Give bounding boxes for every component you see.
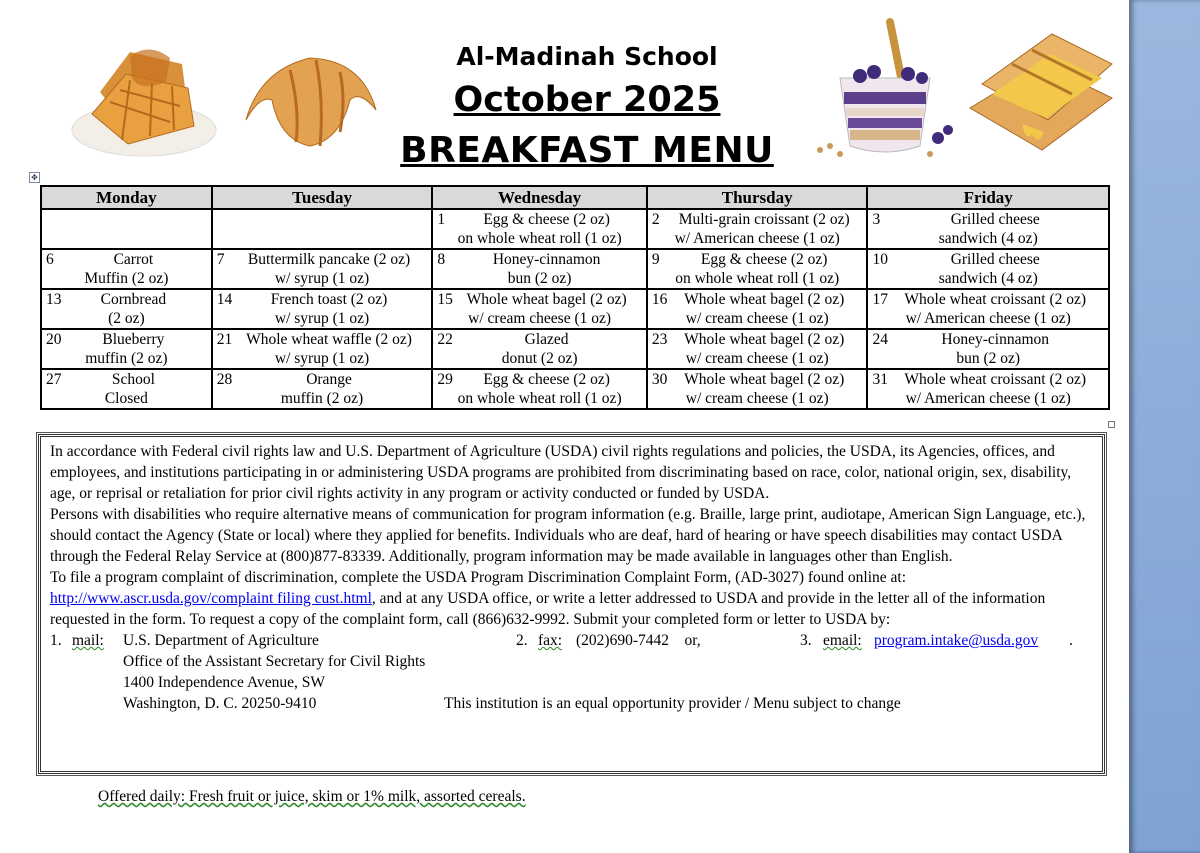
menu-item: Egg & cheese (2 oz) <box>483 211 610 228</box>
menu-item-detail: bun (2 oz) <box>956 350 1021 367</box>
menu-item: Blueberry <box>102 331 165 348</box>
day-cell <box>867 209 1109 249</box>
day-cell <box>41 289 212 329</box>
menu-item: School <box>111 371 155 388</box>
menu-item-detail: on whole wheat roll (1 oz) <box>457 230 622 247</box>
day-header: Monday <box>41 186 212 209</box>
day-cell <box>647 249 868 289</box>
email-number-index: 3. <box>800 632 812 649</box>
menu-item: Whole wheat bagel (2 oz) <box>684 371 845 388</box>
day-number: 17 <box>872 291 888 308</box>
week-row <box>41 209 1109 249</box>
menu-item: Whole wheat bagel (2 oz) <box>466 291 627 308</box>
menu-item-detail: sandwich (4 oz) <box>938 230 1038 247</box>
email-link[interactable]: program.intake@usda.gov <box>874 632 1039 649</box>
day-number: 10 <box>872 251 888 268</box>
day-number: 7 <box>216 251 225 268</box>
day-number: 28 <box>216 371 233 388</box>
day-number: 24 <box>872 331 888 348</box>
header-row <box>41 186 1109 209</box>
day-number: 29 <box>437 371 453 388</box>
period: . <box>1069 632 1073 649</box>
window-background <box>1129 0 1200 853</box>
day-cell <box>432 369 647 409</box>
menu-item-detail: w/ cream cheese (1 oz) <box>685 310 829 327</box>
day-cell <box>867 289 1109 329</box>
day-cell <box>432 249 647 289</box>
day-cell <box>212 209 433 249</box>
day-cell <box>212 329 433 369</box>
week-row <box>41 369 1109 409</box>
day-number: 22 <box>437 331 453 348</box>
complaint-text-end: , and at any USDA office, or write a letter addressed to USDA and provide in the letter all of the information requested in the form. To request a copy of the complaint form, call (866)632-9992. Submit your completed form or letter to USDA by: <box>50 590 1046 628</box>
menu-month: October 2025 <box>453 80 721 120</box>
nondiscrimination-notice <box>38 434 1105 774</box>
menu-item: French toast (2 oz) <box>270 291 388 308</box>
week-row <box>41 249 1109 289</box>
menu-title: BREAKFAST MENU <box>400 130 774 171</box>
menu-item-detail: w/ cream cheese (1 oz) <box>685 390 829 407</box>
menu-item: Honey-cinnamon <box>492 251 601 268</box>
day-number: 21 <box>216 331 233 348</box>
menu-item-detail: w/ cream cheese (1 oz) <box>468 310 612 327</box>
menu-item-detail: Muffin (2 oz) <box>84 270 169 287</box>
notice-paragraph: In accordance with Federal civil rights law and U.S. Department of Agriculture (USDA) civil rights regulations and policies, the USDA, its Agencies, offices, and employees, and institutions participating in or administering USDA programs are prohibited from discriminating based on race, color, national origin, sex, disability, age, or reprisal or retaliation for prior civil rights activity in any program or activity conducted or funded by USDA. <box>50 443 1072 502</box>
day-cell <box>212 289 433 329</box>
day-cell <box>432 329 647 369</box>
day-cell <box>647 289 868 329</box>
menu-item: Whole wheat bagel (2 oz) <box>684 331 845 348</box>
day-cell <box>647 209 868 249</box>
day-number: 8 <box>437 251 446 268</box>
day-number: 3 <box>872 211 881 228</box>
day-number: 1 <box>437 211 446 228</box>
menu-item-detail: w/ cream cheese (1 oz) <box>685 350 829 367</box>
school-name: Al-Madinah School <box>456 42 718 71</box>
day-cell <box>41 329 212 369</box>
menu-item: Whole wheat croissant (2 oz) <box>904 371 1087 388</box>
week-row <box>41 329 1109 369</box>
menu-item: Carrot <box>113 251 154 268</box>
menu-item: Orange <box>306 371 352 388</box>
day-number: 13 <box>46 291 62 308</box>
day-cell <box>432 209 647 249</box>
day-number: 30 <box>651 371 668 388</box>
address-line: U.S. Department of Agriculture <box>123 632 319 649</box>
menu-item-detail: muffin (2 oz) <box>85 350 168 367</box>
menu-item-detail: muffin (2 oz) <box>280 390 364 407</box>
menu-item-detail: bun (2 oz) <box>507 270 572 287</box>
menu-item: Egg & cheese (2 oz) <box>700 251 828 268</box>
equal-opportunity-statement: This institution is an equal opportunity provider / Menu subject to change <box>444 695 901 712</box>
menu-item: Grilled cheese <box>950 211 1040 228</box>
fax-number-index: 2. <box>516 632 528 649</box>
day-number: 16 <box>651 291 668 308</box>
menu-item: Multi-grain croissant (2 oz) <box>678 211 850 228</box>
menu-item-detail: w/ American cheese (1 oz) <box>905 390 1071 407</box>
day-header: Tuesday <box>212 186 433 209</box>
address-line: 1400 Independence Avenue, SW <box>123 674 326 691</box>
menu-item-detail: w/ syrup (1 oz) <box>274 310 370 327</box>
day-number: 15 <box>437 291 453 308</box>
email-label: email: <box>823 632 862 649</box>
day-cell <box>432 289 647 329</box>
table-move-handle[interactable]: ✥ <box>29 172 40 183</box>
parfait-illustration <box>810 18 960 166</box>
day-number: 23 <box>651 331 668 348</box>
menu-item-detail: w/ American cheese (1 oz) <box>905 310 1071 327</box>
notice-paragraph: Persons with disabilities who require alternative means of communication for program information (e.g. Braille, large print, audiotape, American Sign Language, etc.), should contact the Agency (State or local) where they applied for benefits. Individuals who are deaf, hard of hearing or have speech disabilities may contact USDA through the Federal Relay Service at (800)877-83339. Additionally, program information may be made available in languages other than English. <box>50 506 1086 565</box>
day-header: Wednesday <box>432 186 647 209</box>
day-cell <box>647 369 868 409</box>
grilled-cheese-illustration <box>962 24 1120 164</box>
day-cell <box>212 369 433 409</box>
notice-paragraph <box>50 567 1100 630</box>
complaint-text: To file a program complaint of discrimination, complete the USDA Program Discrimination Complaint Form, (AD-3027) found online at: <box>50 569 906 586</box>
contact-methods <box>50 630 1102 714</box>
menu-item-detail: on whole wheat roll (1 oz) <box>675 270 840 287</box>
menu-item-detail: (2 oz) <box>108 310 145 327</box>
address-line: Office of the Assistant Secretary for Civil Rights <box>123 653 426 670</box>
day-cell <box>867 329 1109 369</box>
complaint-form-link[interactable]: http://www.ascr.usda.gov/complaint filing cust.html <box>50 590 372 607</box>
menu-item: Whole wheat bagel (2 oz) <box>684 291 845 308</box>
day-number: 9 <box>651 251 660 268</box>
week-row <box>41 289 1109 329</box>
day-cell <box>212 249 433 289</box>
day-cell <box>867 369 1109 409</box>
day-number: 14 <box>216 291 233 308</box>
address-line: Washington, D. C. 20250-9410 <box>123 695 317 712</box>
menu-item: Cornbread <box>100 291 167 308</box>
menu-item-detail: w/ American cheese (1 oz) <box>674 230 840 247</box>
menu-item-detail: w/ syrup (1 oz) <box>274 350 370 367</box>
menu-item: Whole wheat waffle (2 oz) <box>246 331 412 348</box>
waffle-illustration <box>70 22 218 164</box>
day-cell <box>41 249 212 289</box>
day-number: 6 <box>46 251 54 268</box>
day-number: 31 <box>872 371 888 388</box>
day-header: Thursday <box>647 186 868 209</box>
day-number: 20 <box>46 331 62 348</box>
menu-item: Whole wheat croissant (2 oz) <box>904 291 1087 308</box>
menu-item: Honey-cinnamon <box>941 331 1050 348</box>
menu-item: Grilled cheese <box>950 251 1040 268</box>
day-number: 27 <box>46 371 62 388</box>
offered-daily-note: Offered daily: Fresh fruit or juice, skim or 1% milk, assorted cereals. <box>98 788 526 805</box>
fax-number: (202)690-7442 or, <box>576 632 701 649</box>
day-number: 2 <box>651 211 660 228</box>
menu-item-detail: on whole wheat roll (1 oz) <box>457 390 622 407</box>
day-cell <box>41 209 212 249</box>
table-resize-handle[interactable] <box>1108 421 1115 428</box>
menu-item: Buttermilk pancake (2 oz) <box>247 251 411 268</box>
fax-label: fax: <box>538 632 563 649</box>
day-cell <box>867 249 1109 289</box>
menu-item: Egg & cheese (2 oz) <box>483 371 610 388</box>
day-cell <box>647 329 868 369</box>
menu-item-detail: sandwich (4 oz) <box>938 270 1038 287</box>
mail-number: 1. <box>50 632 62 649</box>
day-header: Friday <box>867 186 1109 209</box>
menu-item-detail: w/ syrup (1 oz) <box>274 270 370 287</box>
breakfast-calendar <box>40 185 1110 410</box>
menu-item-detail: donut (2 oz) <box>501 350 578 367</box>
menu-item: Glazed <box>524 331 569 348</box>
mail-label: mail: <box>72 632 104 649</box>
day-cell <box>41 369 212 409</box>
menu-item-detail: Closed <box>104 390 148 407</box>
